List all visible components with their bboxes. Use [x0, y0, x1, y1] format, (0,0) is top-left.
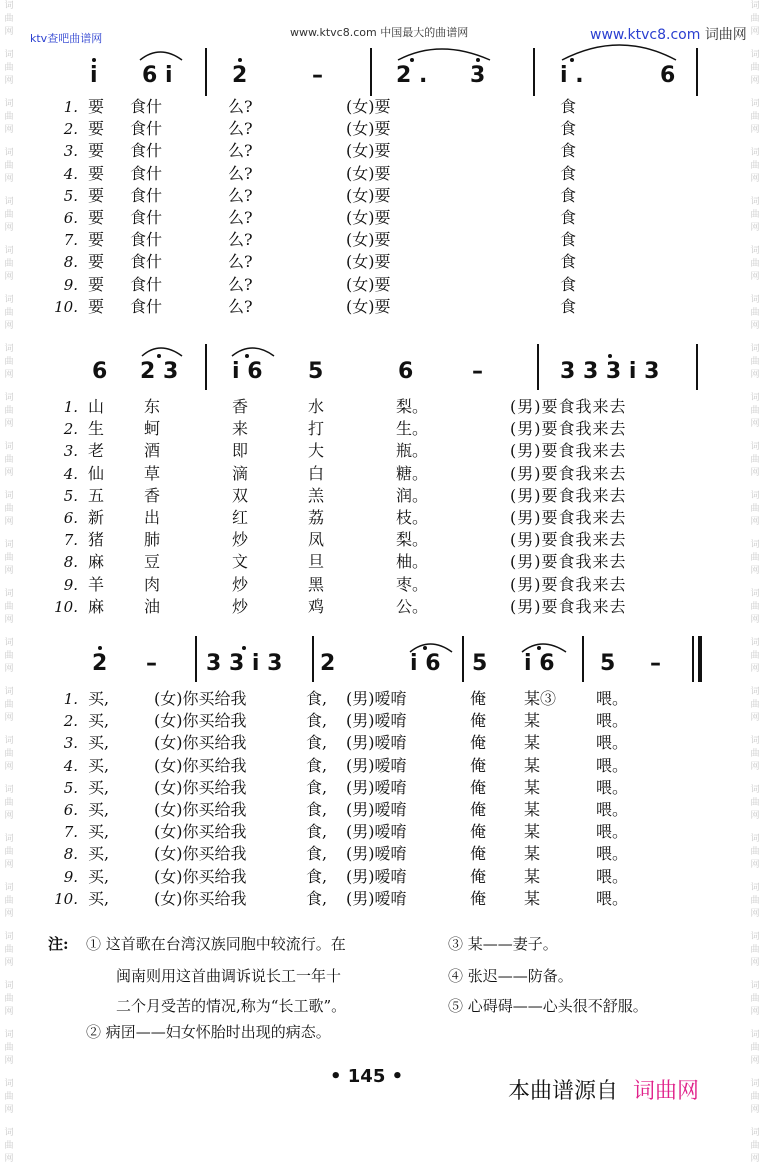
lyric: 食什: [130, 141, 163, 161]
lyric: 食: [560, 252, 577, 272]
lyric: 要: [88, 141, 105, 161]
lyric: 喂。: [596, 755, 629, 775]
lyric: 食: [560, 163, 577, 183]
note: 2: [320, 651, 336, 676]
watermark-text: 中国最大的曲谱网: [380, 26, 469, 39]
verse-number: 2.: [63, 712, 78, 731]
lyric: (女)你买给我: [154, 777, 247, 797]
note-1-line-1: ① 这首歌在台湾汉族同胞中较流行。在: [86, 935, 346, 953]
note-1-line-2: 闽南则用这首曲调诉说长工一年十: [116, 967, 342, 985]
lyric: 双: [232, 485, 249, 505]
note: i 6: [232, 359, 263, 384]
note: 6 i: [142, 63, 173, 88]
lyric: 来: [232, 419, 249, 439]
lyric: (男)要食我来去: [510, 552, 627, 572]
lyric: (男)要食我来去: [510, 485, 627, 505]
lyric: 滴: [232, 463, 249, 483]
lyric: 食,: [306, 888, 328, 908]
lyric: (女)你买给我: [154, 800, 247, 819]
lyric: 俺: [470, 711, 487, 731]
lyric: 出: [144, 508, 161, 527]
lyric: (男)要食我来去: [510, 596, 627, 616]
lyric: 俺: [470, 844, 487, 864]
note: 5: [472, 651, 488, 676]
lyric: 喂。: [596, 733, 629, 753]
lyric: 喂。: [596, 888, 629, 908]
lyric: 买,: [88, 777, 110, 797]
lyric: (女)要: [346, 185, 391, 205]
note: 6: [660, 63, 676, 88]
lyric: 生。: [396, 419, 429, 439]
lyric: (女)你买给我: [154, 866, 247, 886]
lyric: 某: [524, 822, 541, 842]
lyric: 喂。: [596, 800, 629, 819]
lyric: 食什: [130, 119, 163, 139]
lyric: 要: [88, 230, 105, 250]
lyric: 大: [308, 441, 325, 461]
lyric: 食: [560, 119, 577, 139]
verse-number: 1.: [63, 98, 78, 116]
lyric: 麻: [88, 552, 105, 572]
lyric: (女)你买给我: [154, 844, 247, 864]
watermark-url: www.ktvc8.com: [290, 26, 377, 39]
lyric: 食,: [306, 822, 328, 842]
lyric: 某: [524, 777, 541, 797]
lyric: 么?: [228, 296, 253, 316]
lyric: (男)嗳唷: [346, 800, 407, 819]
verse-number: 2.: [63, 120, 78, 139]
lyric: 新: [88, 508, 105, 527]
lyric: (男)嗳唷: [346, 733, 407, 753]
lyric: 麻: [88, 596, 105, 616]
lyric: 么?: [228, 274, 253, 294]
source-site: 词曲网: [633, 1079, 700, 1104]
lyric: (女)你买给我: [154, 733, 247, 753]
lyric: 某: [524, 733, 541, 753]
note: 5: [308, 359, 324, 384]
lyric: (女)你买给我: [154, 822, 247, 842]
lyric: 俺: [470, 800, 487, 819]
lyric: 打: [308, 419, 325, 439]
lyric: (男)嗳唷: [346, 888, 407, 908]
lyric: 食,: [306, 800, 328, 819]
verse-number: 2.: [63, 420, 78, 439]
note: 6: [398, 359, 414, 384]
lyric: 买,: [88, 866, 110, 886]
lyric: 俺: [470, 822, 487, 842]
lyric: 即: [232, 441, 249, 461]
lyric: 梨。: [396, 530, 429, 550]
lyric: 俺: [470, 689, 487, 708]
lyric: (男)嗳唷: [346, 711, 407, 731]
note: –: [472, 359, 483, 384]
lyric: 梨。: [396, 397, 429, 416]
lyric: (女)要: [346, 119, 391, 139]
verse-number: 3.: [63, 734, 78, 753]
verse-number: 10.: [54, 597, 78, 616]
verse-number: 5.: [63, 186, 78, 205]
lyric: 食,: [306, 777, 328, 797]
verse-number: 4.: [63, 164, 78, 183]
verse-number: 8.: [63, 253, 78, 272]
verse-number: 9.: [63, 575, 78, 594]
lyric: (男)嗳唷: [346, 822, 407, 842]
lyric: 食什: [130, 208, 163, 227]
lyric: 要: [88, 119, 105, 139]
lyric: 食: [560, 141, 577, 161]
verse-number: 8.: [63, 553, 78, 572]
verse-number: 6.: [63, 801, 78, 819]
note: 6: [92, 359, 108, 384]
lyric: 买,: [88, 844, 110, 864]
lyric: 食什: [130, 185, 163, 205]
lyric: 要: [88, 163, 105, 183]
lyric: (男)要食我来去: [510, 419, 627, 439]
verse-number: 6.: [63, 509, 78, 527]
lyric: (男)要食我来去: [510, 441, 627, 461]
lyric: 要: [88, 252, 105, 272]
lyric: 么?: [228, 185, 253, 205]
lyric: 糖。: [396, 463, 429, 483]
verse-number: 10.: [54, 889, 78, 908]
lyric: (女)要: [346, 141, 391, 161]
lyric: (男)嗳唷: [346, 689, 407, 708]
verse-number: 3.: [63, 142, 78, 161]
verse-number: 9.: [63, 867, 78, 886]
lyric: 枝。: [396, 508, 429, 527]
lyric: 食什: [130, 97, 163, 116]
note-4: ④ 张迟——防备。: [448, 967, 573, 985]
lyric: 某: [524, 711, 541, 731]
note: 3 3 i 3: [206, 651, 283, 676]
lyric: 炒: [232, 596, 249, 616]
lyric: 么?: [228, 97, 253, 116]
notes-label: 注:: [48, 935, 69, 953]
lyric: (女)要: [346, 97, 391, 116]
verse-number: 7.: [63, 823, 78, 842]
lyric: (男)嗳唷: [346, 866, 407, 886]
lyric: (女)要: [346, 163, 391, 183]
note: 3: [470, 63, 486, 88]
lyric: 要: [88, 208, 105, 227]
lyric: 食,: [306, 844, 328, 864]
lyric: 白: [308, 463, 325, 483]
lyric: (男)嗳唷: [346, 755, 407, 775]
verse-number: 5.: [63, 486, 78, 505]
lyric: 肺: [144, 530, 161, 550]
watermark-top-left: ktv查吧曲谱网: [30, 32, 103, 45]
lyric: 生: [88, 419, 105, 439]
lyric: 羔: [308, 485, 325, 505]
lyric: 肉: [144, 574, 161, 594]
lyric: 买,: [88, 800, 110, 819]
lyric: 食,: [306, 866, 328, 886]
lyric: (女)要: [346, 274, 391, 294]
lyric: 黑: [308, 574, 325, 594]
lyric: 香: [232, 397, 249, 416]
lyric: 炒: [232, 530, 249, 550]
lyric: 么?: [228, 252, 253, 272]
note: i 6: [410, 651, 441, 676]
lyric: 喂。: [596, 689, 629, 708]
lyric: 要: [88, 97, 105, 116]
note: i: [90, 63, 98, 88]
lyric: 要: [88, 274, 105, 294]
lyric: 么?: [228, 230, 253, 250]
verse-number: 6.: [63, 209, 78, 227]
lyric: 俺: [470, 777, 487, 797]
lyric: (男)要食我来去: [510, 463, 627, 483]
lyric: (女)要: [346, 230, 391, 250]
source-prefix: 本曲谱源自: [508, 1079, 619, 1104]
lyric: 要: [88, 185, 105, 205]
lyric: 买,: [88, 888, 110, 908]
lyric: (女)要: [346, 296, 391, 316]
lyric: 喂。: [596, 822, 629, 842]
verse-number: 7.: [63, 231, 78, 250]
lyric: (男)嗳唷: [346, 777, 407, 797]
lyric: 东: [144, 397, 161, 416]
note: i .: [560, 63, 584, 88]
lyric: 么?: [228, 208, 253, 227]
lyric: 俺: [470, 755, 487, 775]
note-2: ② 病囝——妇女怀胎时出现的病态。: [86, 1023, 331, 1041]
lyric: 润。: [396, 485, 429, 505]
lyric: 买,: [88, 711, 110, 731]
lyric: 枣。: [396, 574, 429, 594]
lyric: 俺: [470, 866, 487, 886]
lyric: 买,: [88, 733, 110, 753]
lyric: 食,: [306, 755, 328, 775]
lyric: 炒: [232, 574, 249, 594]
lyric: 食什: [130, 296, 163, 316]
note: –: [650, 651, 661, 676]
lyric: 么?: [228, 163, 253, 183]
note: 5: [600, 651, 616, 676]
note-1-line-3: 二个月受苦的情况,称为“长工歌”。: [116, 997, 347, 1015]
verse-number: 1.: [63, 398, 78, 416]
verse-number: 4.: [63, 464, 78, 483]
source-credit: [508, 1074, 699, 1105]
lyric: 水: [308, 397, 325, 416]
lyric: (女)你买给我: [154, 689, 247, 708]
lyric: (男)要食我来去: [510, 508, 627, 527]
lyric: 五: [88, 485, 105, 505]
note-5: ⑤ 心碍碍——心头很不舒服。: [448, 997, 648, 1015]
lyric: 某: [524, 866, 541, 886]
lyric: 某③: [524, 689, 557, 708]
verse-number: 5.: [63, 778, 78, 797]
lyric: 猪: [88, 530, 105, 550]
lyric: (男)嗳唷: [346, 844, 407, 864]
lyric: 羊: [88, 574, 105, 594]
lyric: 某: [524, 755, 541, 775]
lyric: 俺: [470, 888, 487, 908]
lyric: 豆: [144, 552, 161, 572]
lyric: 鸡: [308, 596, 325, 616]
lyric: 食,: [306, 733, 328, 753]
lyric: (男)要食我来去: [510, 574, 627, 594]
lyric: (女)要: [346, 252, 391, 272]
lyric: 喂。: [596, 866, 629, 886]
lyric: 仙: [88, 463, 105, 483]
lyric: 食: [560, 230, 577, 250]
watermark-url-right: www.ktvc8.com: [590, 27, 701, 43]
note: 2: [92, 651, 108, 676]
lyric: 要: [88, 296, 105, 316]
lyric: 喂。: [596, 777, 629, 797]
lyric: 俺: [470, 733, 487, 753]
lyric: 食: [560, 296, 577, 316]
lyric: 红: [232, 508, 249, 527]
lyric: 公。: [396, 596, 429, 616]
lyric: 食: [560, 185, 577, 205]
verse-number: 4.: [63, 756, 78, 775]
lyric: 草: [144, 463, 161, 483]
note: –: [312, 63, 323, 88]
lyric: 老: [88, 441, 105, 461]
lyric: (女)要: [346, 208, 391, 227]
side-watermark-right: 词 曲 网 词 曲 网 词 曲 网 词 曲 网 词 曲 网 词 曲 网 词 曲 网 词 曲 网 词 曲 网 词 曲 网 词 曲 网 词 曲 网 词 曲 网 词 曲 网 词 曲 网 词 曲 网 词 曲 网 词 曲 网 词 曲 网 词 曲 网 词 曲 网 词 曲 网 词 曲 网 词 曲 网: [750, 1, 760, 1164]
lyric: (男)要食我来去: [510, 530, 627, 550]
verse-number: 1.: [63, 690, 78, 708]
lyric: 香: [144, 485, 161, 505]
side-watermark-left: 词 曲 网 词 曲 网 词 曲 网 词 曲 网 词 曲 网 词 曲 网 词 曲 网 词 曲 网 词 曲 网 词 曲 网 词 曲 网 词 曲 网 词 曲 网 词 曲 网 词 曲 网 词 曲 网 词 曲 网 词 曲 网 词 曲 网 词 曲 网 词 曲 网 词 曲 网 词 曲 网 词 曲 网: [4, 1, 14, 1164]
lyric: 荔: [308, 508, 325, 527]
lyric: 某: [524, 800, 541, 819]
verse-number: 9.: [63, 275, 78, 294]
lyric: 山: [88, 397, 105, 416]
lyric: (女)你买给我: [154, 711, 247, 731]
note-3: ③ 某——妻子。: [448, 935, 558, 953]
lyric: 文: [232, 552, 249, 572]
note: –: [146, 651, 157, 676]
watermark-text-right: 词曲网: [704, 27, 747, 43]
lyric: 食什: [130, 163, 163, 183]
note: 2 .: [396, 63, 428, 88]
lyric: 食,: [306, 689, 328, 708]
note: 2: [232, 63, 248, 88]
verse-number: 10.: [54, 297, 78, 316]
lyric: 旦: [308, 552, 325, 572]
verse-number: 7.: [63, 531, 78, 550]
note: 2 3: [140, 359, 179, 384]
page-number: • 145 •: [330, 1066, 404, 1087]
lyric: 瓶。: [396, 441, 429, 461]
lyric: 么?: [228, 119, 253, 139]
lyric: (男)要食我来去: [510, 397, 627, 416]
lyric: 食,: [306, 711, 328, 731]
lyric: 凤: [308, 530, 325, 550]
lyric: 蚵: [144, 419, 161, 439]
lyric: (女)你买给我: [154, 755, 247, 775]
lyric: 喂。: [596, 711, 629, 731]
lyric: 食什: [130, 252, 163, 272]
lyric: 么?: [228, 141, 253, 161]
lyric: 买,: [88, 822, 110, 842]
lyric: 食: [560, 274, 577, 294]
lyric: 酒: [144, 441, 161, 461]
verse-number: 3.: [63, 442, 78, 461]
lyric: 买,: [88, 689, 110, 708]
lyric: (女)你买给我: [154, 888, 247, 908]
lyric: 油: [144, 596, 161, 616]
lyric: 柚。: [396, 552, 429, 572]
lyric: 食: [560, 97, 577, 116]
lyric: 某: [524, 888, 541, 908]
lyric: 买,: [88, 755, 110, 775]
note: 3 3 3 i 3: [560, 359, 660, 384]
verse-number: 8.: [63, 845, 78, 864]
lyric: 食什: [130, 230, 163, 250]
note: i 6: [524, 651, 555, 676]
lyric: 食: [560, 208, 577, 227]
lyric: 食什: [130, 274, 163, 294]
lyric: 喂。: [596, 844, 629, 864]
lyric: 某: [524, 844, 541, 864]
